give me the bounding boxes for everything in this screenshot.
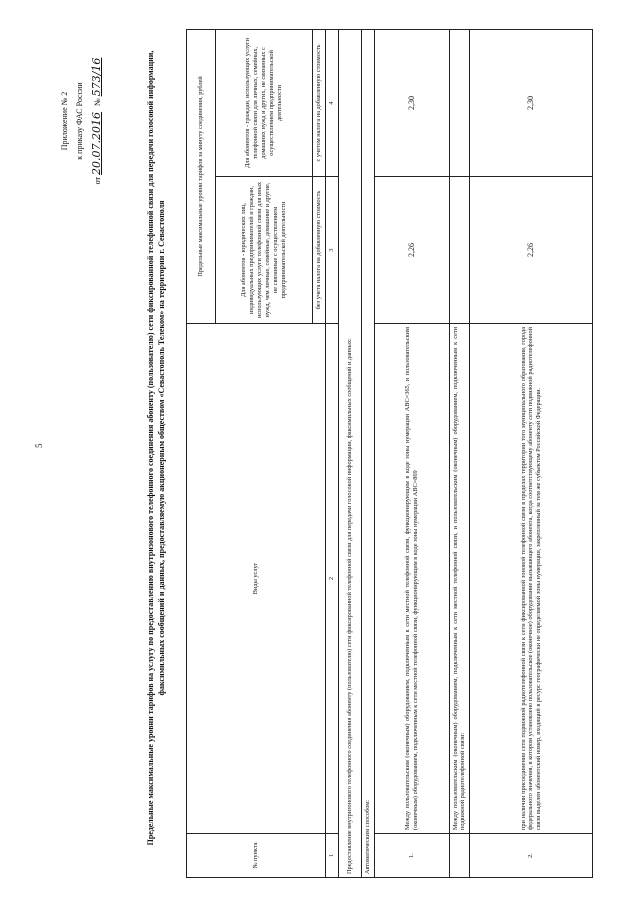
column-number: 4: [325, 29, 338, 176]
header-item-number: № пункта: [187, 834, 326, 878]
section-row: [338, 29, 361, 877]
page-number: 5: [34, 443, 44, 448]
number-prefix: №: [93, 98, 102, 106]
header-service-types: Виды услуг: [187, 324, 326, 834]
tariff-table: [186, 29, 593, 878]
section-title: Предоставление внутризонового телефонного соединения абоненту (пользователю) сети фиксированной телефонной связи для передачи голосовой информации, факсимильных сообщений и данных:: [338, 29, 361, 877]
header-legal-entities: Для абонентов - юридических лиц, индивидуальных предпринимателей и граждан, использующих услуги телефонной связи для иных нужд, чем личные, семейные, домашние и другие, не связанные с осуществлением предпринимательской деятельности: [216, 177, 313, 324]
service-description: при наличии присоединения сети подвижной радиотелефонной связи к сети фиксированной зоновой телефонной связи в пределах территории того муниципального образования, города федерального значения, в котором установлено пользовательское (оконечное) оборудование вызывающего абонента, когда соответствующему абоненту сети подвижной радиотелефонной связи выделен абонентский номер, входящий в ресурс географически не определяемой зоны нумерации, закрепленный за тем же субъектом Российской Федерации.: [470, 324, 593, 834]
row-number: [449, 834, 470, 878]
price-without-vat: [449, 177, 470, 324]
handwritten-number: 573/16: [90, 57, 103, 97]
service-description: Между пользовательским (оконечным) оборудованием, подключенным к сети местной телефонной связи, и пользовательским (оконечным) оборудованием, подключенным к сети подвижной радиотелефонной связи:: [449, 324, 470, 834]
price-with-vat: [449, 29, 470, 176]
table-row: [374, 29, 449, 877]
column-number: 3: [325, 177, 338, 324]
header-row: [187, 29, 216, 877]
row-number: 1.: [374, 834, 449, 878]
price-with-vat: 2,30: [470, 29, 593, 176]
price-without-vat: 2,26: [470, 177, 593, 324]
document-title: Предельные максимальные уровни тарифов на услугу по предоставлению внутризонового телефонного соединения абоненту (пользователю) сети фиксированной телефонной связи для передачи голосовой информации, факсимильных сообщений и данных, предоставляемую акционерным обществом «Севастополь Телеком» на территории г. Севастополя: [146, 50, 166, 846]
header-with-vat: с учетом налога на добавленную стоимость: [313, 29, 326, 176]
column-number: 2: [325, 324, 338, 834]
date-prefix: от: [93, 176, 102, 185]
header-without-vat: без учета налога на добавленную стоимость: [313, 177, 326, 324]
handwritten-date: 20.07.2016: [90, 111, 103, 175]
service-description: Между пользовательским (оконечным) оборудованием, подключенным к сети местной телефонной связи, функционирующим в коде зоны нумерации АВС=365, и пользовательским (оконечным) оборудованием, подключенным к сети местной телефонной связи, функционирующим в коде зоны нумерации АВС=869: [374, 324, 449, 834]
table-row: [470, 29, 593, 877]
price-with-vat: 2,30: [374, 29, 449, 176]
document-sheet: [48, 8, 618, 888]
subsection-row: [361, 29, 374, 877]
appendix-order-reference: к приказу ФАС России: [75, 82, 84, 160]
appendix-date-number: [90, 16, 104, 226]
column-number: 1: [325, 834, 338, 878]
appendix-block: [60, 16, 109, 226]
price-without-vat: 2,26: [374, 177, 449, 324]
header-price-group: Предельные максимальные уровни тарифов за минуту соединения, рублей: [187, 29, 216, 323]
appendix-title: Приложение № 2: [60, 91, 69, 151]
row-number: 2.: [470, 834, 593, 878]
column-number-row: [325, 29, 338, 877]
header-citizens: Для абонентов - граждан, использующих услуги телефонной связи для личных, семейных, домашних нужд и других, не связанных с осуществлением предпринимательской деятельности: [216, 29, 313, 176]
subsection-title: Автоматическим способом:: [361, 29, 374, 877]
table-row: [449, 29, 470, 877]
